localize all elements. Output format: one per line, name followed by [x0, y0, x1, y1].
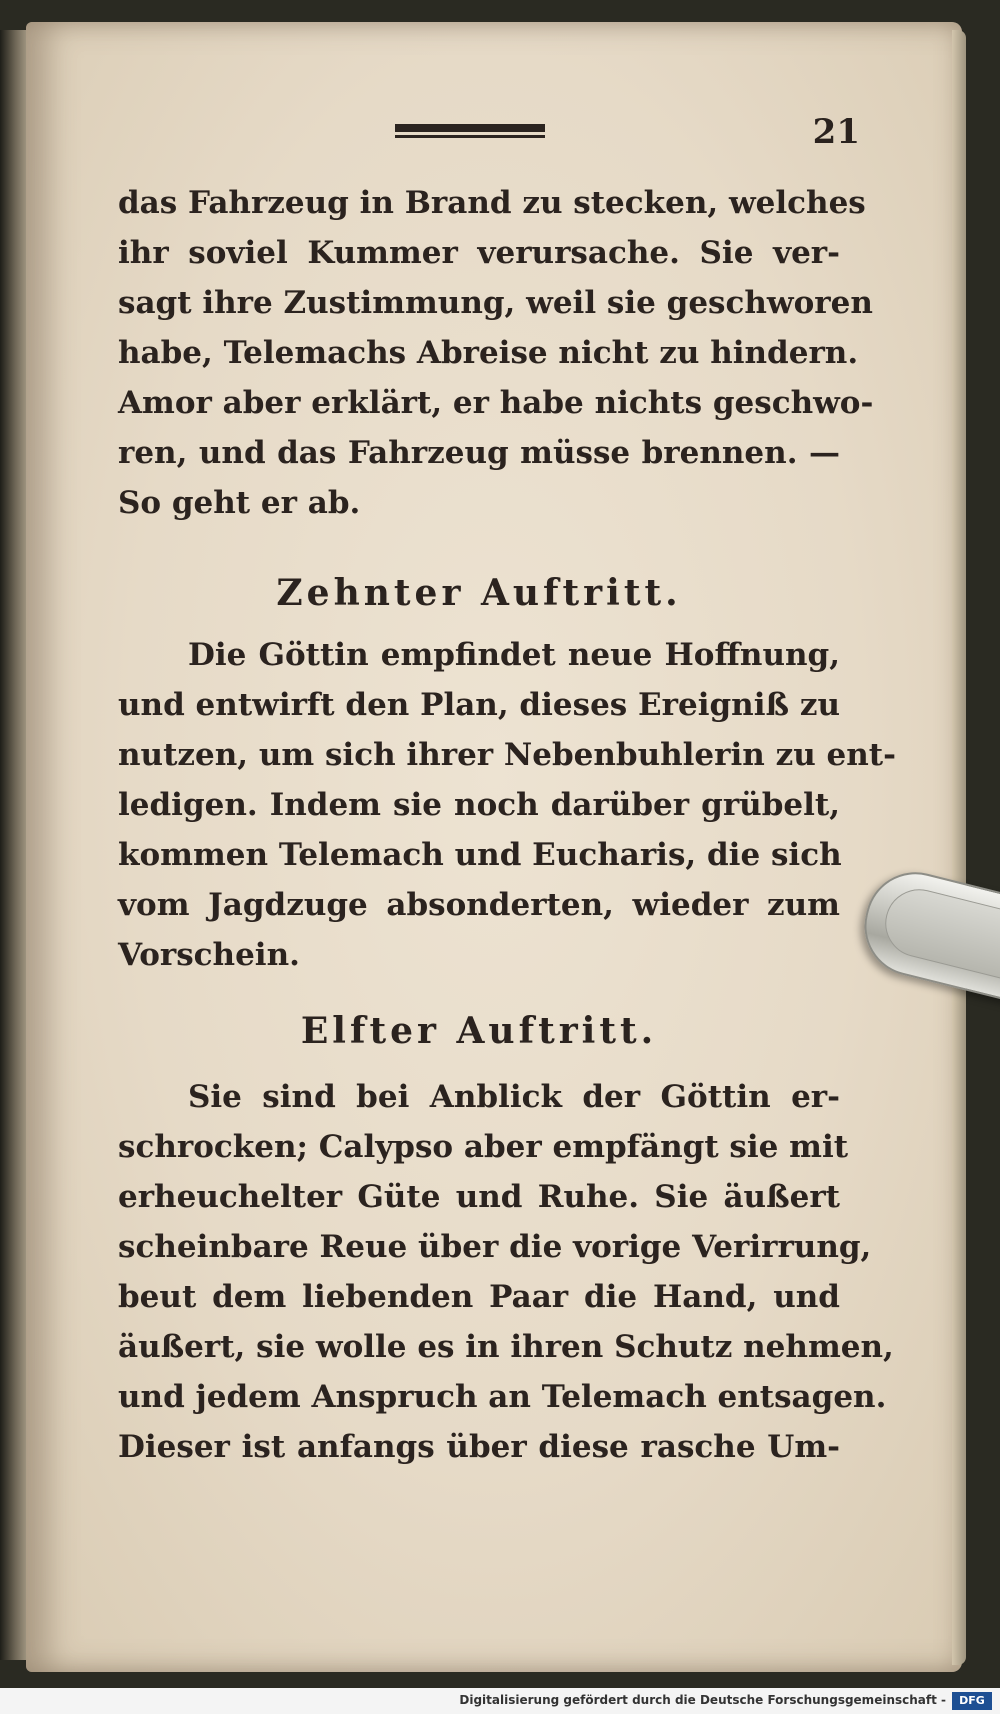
text-line: habe, Telemachs Abreise nicht zu hindern. — [118, 335, 859, 371]
text-line: Dieser ist anfangs über diese rasche Um- — [118, 1429, 840, 1465]
text-line: sagt ihre Zustimmung, weil sie geschworen — [118, 285, 873, 321]
text-line: das Fahrzeug in Brand zu stecken, welches — [118, 185, 866, 221]
scene-heading-11: Elfter Auftritt. — [300, 1010, 658, 1052]
text-line: kommen Telemach und Eucharis, die sich — [118, 837, 842, 873]
text-line: Sie sind bei Anblick der Göttin er- — [188, 1079, 840, 1115]
page-clip-inner — [878, 882, 1000, 982]
text-line: ren, und das Fahrzeug müsse brennen. — — [118, 435, 840, 471]
paragraph-2 — [118, 630, 896, 980]
page-right-edge — [952, 30, 966, 1665]
text-line: So geht er ab. — [118, 485, 361, 521]
text-line: nutzen, um sich ihrer Nebenbuhlerin zu ent- — [118, 737, 896, 773]
dfg-logo: DFG — [952, 1692, 992, 1710]
text-line: Die Göttin empfindet neue Hoffnung, — [188, 637, 840, 673]
text-line: und jedem Anspruch an Telemach entsagen. — [118, 1379, 887, 1415]
scene-heading-10: Zehnter Auftritt. — [276, 572, 682, 614]
text-line: vom Jagdzuge absonderten, wieder zum — [118, 887, 840, 923]
text-line: beut dem liebenden Paar die Hand, und — [118, 1279, 840, 1315]
paragraph-1 — [118, 178, 874, 528]
text-line: Vorschein. — [118, 937, 300, 973]
paragraph-3 — [118, 1072, 894, 1472]
text-line: ledigen. Indem sie noch darüber grübelt, — [118, 787, 840, 823]
text-line: Amor aber erklärt, er habe nichts geschwo- — [118, 385, 874, 421]
footer-bar — [0, 1688, 1000, 1714]
footer-credit: Digitalisierung gefördert durch die Deutsche Forschungsgemeinschaft - — [459, 1693, 946, 1707]
header-rule-thick — [395, 124, 545, 132]
header-rule-thin — [395, 135, 545, 138]
text-line: erheuchelter Güte und Ruhe. Sie äußert — [118, 1179, 840, 1215]
text-line: scheinbare Reue über die vorige Verirrung, — [118, 1229, 872, 1265]
text-line: und entwirft den Plan, dieses Ereigniß zu — [118, 687, 840, 723]
text-line: schrocken; Calypso aber empfängt sie mit — [118, 1129, 849, 1165]
page-number: 21 — [812, 112, 860, 152]
text-line: ihr soviel Kummer verursache. Sie ver- — [118, 235, 840, 271]
header-rule — [395, 124, 545, 140]
text-line: äußert, sie wolle es in ihren Schutz nehmen, — [118, 1329, 894, 1365]
